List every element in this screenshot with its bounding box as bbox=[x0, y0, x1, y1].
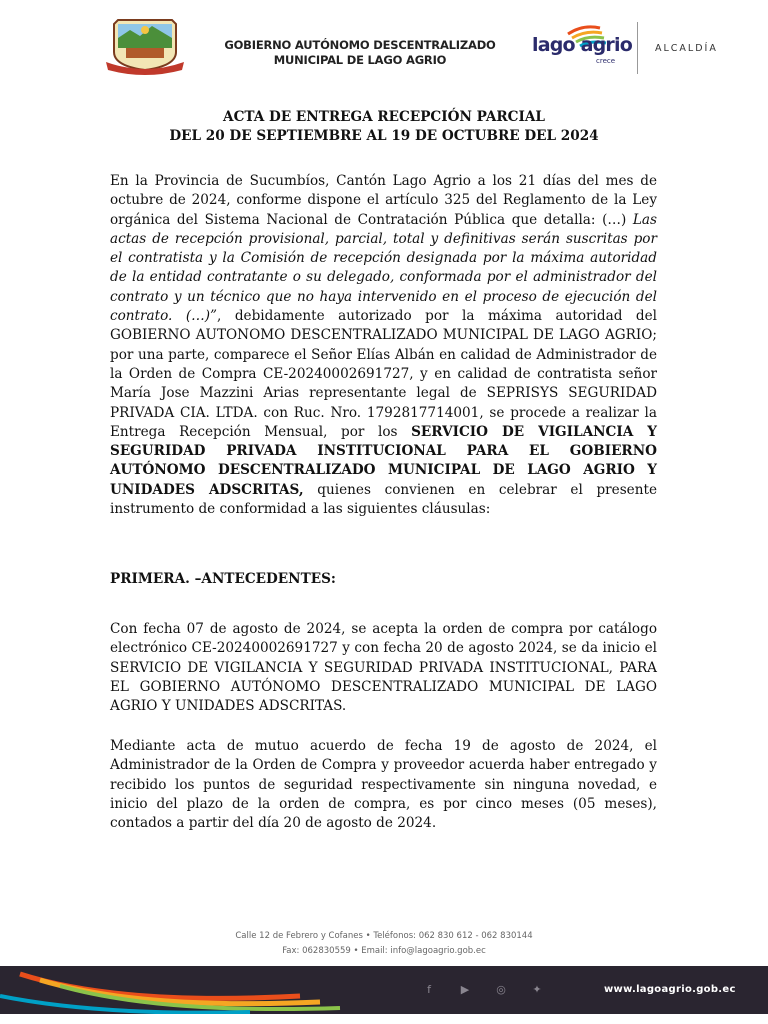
footer-address-line2: Fax: 062830559 • Email: info@lagoagrio.gob.ec bbox=[282, 946, 486, 956]
footer-address bbox=[160, 929, 608, 959]
twitter-icon[interactable]: ✦ bbox=[532, 983, 542, 996]
page-header bbox=[0, 0, 768, 90]
brand-tagline: crece bbox=[596, 57, 616, 65]
intro-text-c: quienes convienen en celebrar el presente instrumento de conformidad a las siguientes cláusulas: bbox=[110, 481, 657, 518]
brand-name: lago agrio bbox=[532, 34, 632, 56]
antecedents-paragraph-2: Mediante acta de mutuo acuerdo de fecha 19 de agosto de 2024, el Administrador de la Orden de Compra y proveedor acuerda haber entregado y recibido los puntos de seguridad respectivamente sin ninguna novedad, e inicio del plazo de la orden de compra, es por cinco meses (05 meses), contados a partir del día 20 de agosto de 2024. bbox=[110, 738, 657, 832]
document-title-line1: ACTA DE ENTREGA RECEPCIÓN PARCIAL bbox=[223, 109, 545, 125]
section-heading: PRIMERA. –ANTECEDENTES: bbox=[110, 571, 336, 587]
antecedents-paragraph-1: Con fecha 07 de agosto de 2024, se acepta la orden de compra por catálogo electrónico CE-20240002691727 y con fecha 20 de agosto 2024, se da inicio el SERVICIO DE VIGILANCIA Y SEGURIDAD PRIVADA INSTITUCIONAL, PARA EL GOBIERNO AUTÓNOMO DESCENTRALIZADO MUNICIPAL DE LAGO AGRIO Y UNIDADES ADSCRITAS. bbox=[110, 621, 657, 715]
header-divider bbox=[637, 22, 638, 74]
document-title-line2: DEL 20 DE SEPTIEMBRE AL 19 DE OCTUBRE DEL 2024 bbox=[169, 128, 599, 144]
government-title-line2: MUNICIPAL DE LAGO AGRIO bbox=[273, 53, 447, 67]
intro-quote: Las actas de recepción provisional, parcial, total y definitivas serán suscritas por el contratista y la Comisión de recepción designada por la máxima autoridad de la entidad contratante o su delegado, conformada por el administrador del contrato y un técnico que no haya intervenido en el proceso de ejecución del contrato. (…)” bbox=[110, 211, 657, 325]
service-name: SERVICIO DE VIGILANCIA Y SEGURIDAD PRIVADA INSTITUCIONAL PARA EL GOBIERNO AUTÓNOMO DESCENTRALIZADO MUNICIPAL DE LAGO AGRIO Y UNIDADES ADSCRITAS, bbox=[110, 423, 657, 498]
youtube-icon[interactable]: ▶ bbox=[460, 983, 470, 996]
intro-paragraph bbox=[110, 172, 657, 519]
municipal-crest-logo bbox=[104, 14, 186, 76]
alcaldia-label: ALCALDÍA bbox=[655, 43, 718, 54]
facebook-icon[interactable]: f bbox=[427, 983, 431, 996]
government-title-line1: GOBIERNO AUTÓNOMO DESCENTRALIZADO bbox=[224, 38, 496, 52]
document-title bbox=[110, 108, 658, 146]
instagram-icon[interactable]: ◎ bbox=[496, 983, 506, 996]
website-link[interactable]: www.lagoagrio.gob.ec bbox=[604, 984, 736, 995]
footer-swoosh-decoration bbox=[0, 966, 360, 1014]
government-title bbox=[200, 38, 520, 68]
intro-text-a: En la Provincia de Sucumbíos, Cantón Lago Agrio a los 21 días del mes de octubre de 2024, conforme dispone el artículo 325 del Reglamento de la Ley orgánica del Sistema Nacional de Contratación Pública que detalla: (…) bbox=[110, 173, 657, 228]
intro-text-b: , debidamente autorizado por la máxima autoridad del GOBIERNO AUTONOMO DESCENTRALIZADO MUNICIPAL DE LAGO AGRIO; por una parte, comparece el Señor Elías Albán en calidad de Administrador de la Orden de Compra CE-20240002691727, y en calidad de contratista señor María Jose Mazzini Arias representante legal de SEPRISYS SEGURIDAD PRIVADA CIA. LTDA. con Ruc. Nro. 1792817714001, se procede a realizar la Entrega Recepción Mensual, por los bbox=[110, 308, 657, 440]
footer-address-line1: Calle 12 de Febrero y Cofanes • Teléfonos: 062 830 612 - 062 830144 bbox=[235, 931, 533, 941]
